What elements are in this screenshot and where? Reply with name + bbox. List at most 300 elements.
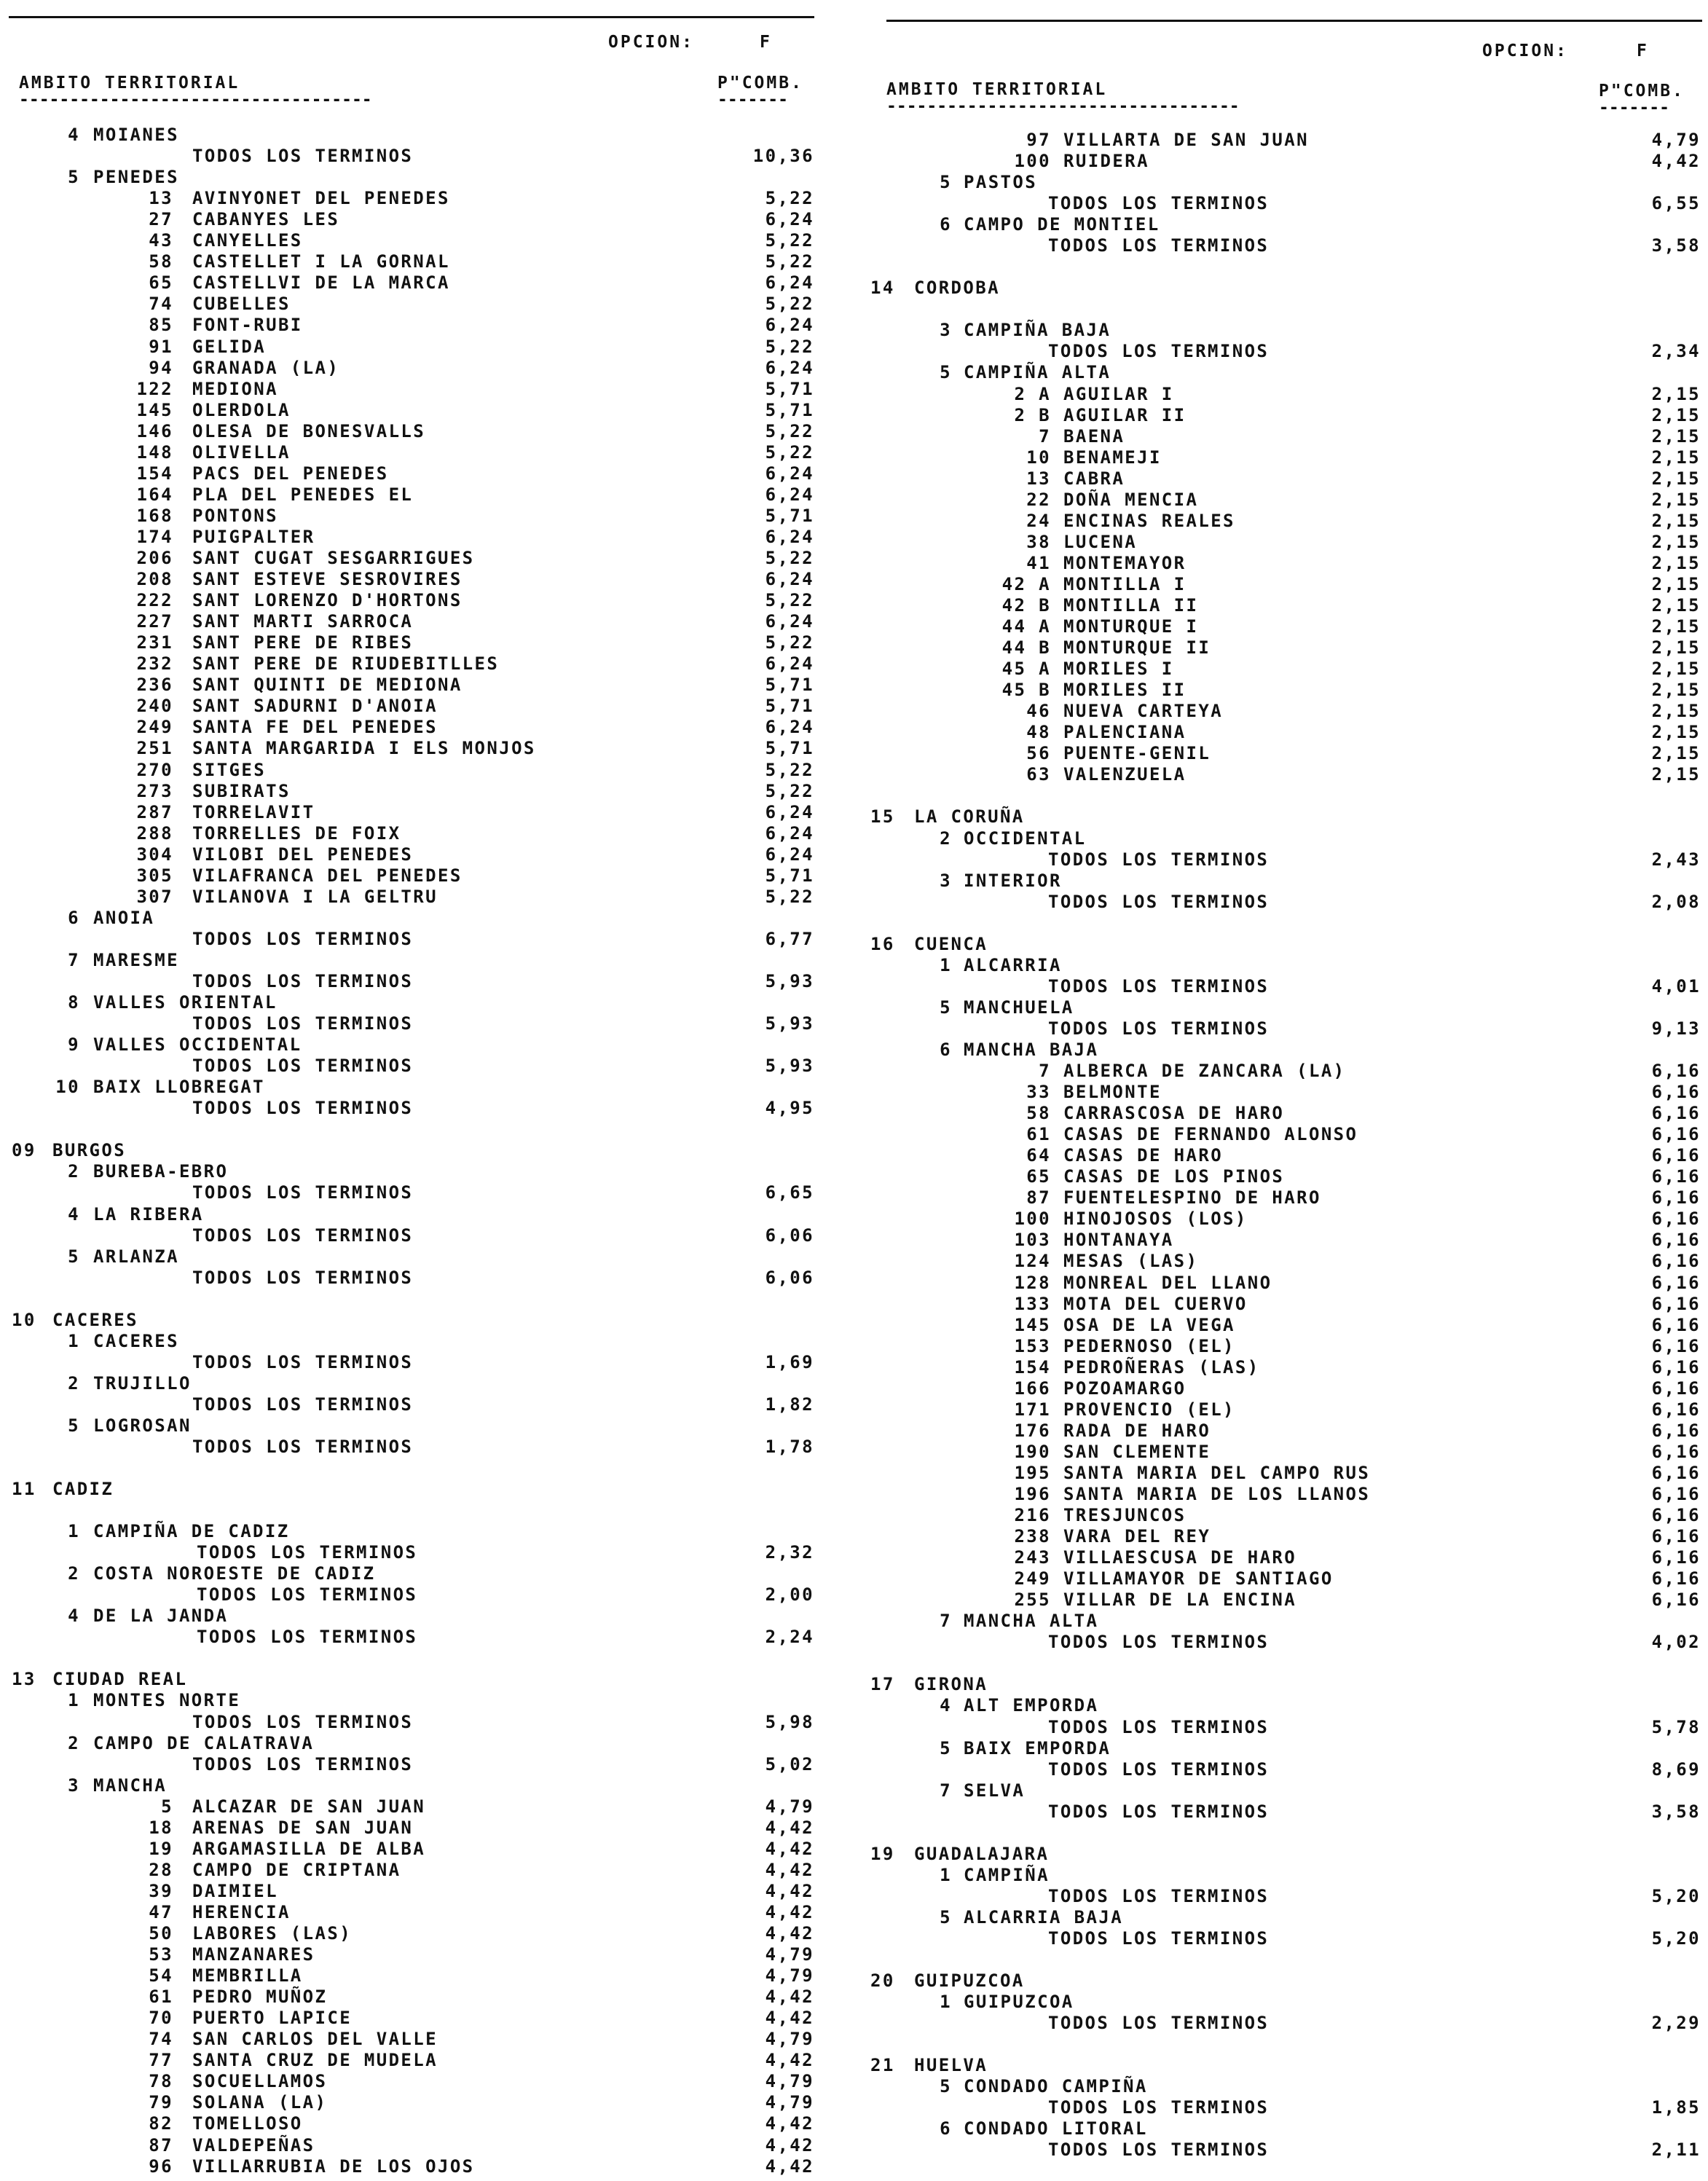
municipio-row	[0, 590, 823, 611]
pcomb-value: 6,16	[1651, 1251, 1701, 1272]
ambito-territorial-header: AMBITO TERRITORIAL	[886, 80, 1108, 99]
municipio-code: 145	[136, 399, 173, 420]
municipio-code: 196	[1014, 1484, 1051, 1504]
comarca-code: 5	[940, 1737, 952, 1758]
pcomb-value: 4,02	[1651, 1632, 1701, 1653]
municipio-code: 85	[149, 315, 173, 336]
municipio-name: HINOJOSOS (LOS)	[1063, 1209, 1248, 1230]
pcomb-value: 6,16	[1651, 1187, 1701, 1209]
todos-row	[0, 1056, 823, 1077]
comarca-row	[0, 1331, 823, 1352]
pcomb-value: 5,22	[765, 632, 814, 653]
municipio-name: AVINYONET DEL PENEDES	[192, 188, 450, 209]
pcomb-value: 4,42	[765, 2113, 814, 2134]
municipio-code: 56	[1026, 743, 1051, 764]
todos-label: TODOS LOS TERMINOS	[192, 1182, 414, 1203]
todos-label: TODOS LOS TERMINOS	[197, 1542, 418, 1563]
pcomb-value: 2,11	[1651, 2139, 1701, 2161]
comarca-row	[0, 908, 823, 929]
province-code: 19	[870, 1843, 895, 1864]
comarca-name: CAMPIÑA DE CADIZ	[93, 1521, 290, 1542]
todos-row	[870, 193, 1708, 214]
municipio-name: POZOAMARGO	[1063, 1378, 1186, 1399]
municipio-name: SAN CARLOS DEL VALLE	[192, 2029, 438, 2050]
municipio-row	[870, 616, 1708, 637]
province-row	[870, 1844, 1708, 1865]
municipio-name: CASTELLET I LA GORNAL	[192, 251, 450, 272]
pcomb-value: 5,02	[765, 1753, 814, 1775]
municipio-row	[0, 887, 823, 908]
pcomb-value: 6,24	[765, 315, 814, 336]
pcomb-value: 4,42	[765, 2156, 814, 2177]
municipio-row	[0, 2113, 823, 2134]
pcomb-value: 4,95	[765, 1098, 814, 1119]
municipio-name: AGUILAR I	[1063, 383, 1174, 404]
municipio-name: MONTURQUE I	[1063, 616, 1199, 637]
pcomb-value: 6,16	[1651, 1145, 1701, 1166]
municipio-name: RADA DE HARO	[1063, 1420, 1211, 1441]
municipio-name: MEDIONA	[192, 378, 278, 399]
comarca-name: CONDADO LITORAL	[964, 2118, 1148, 2139]
pcomb-value: 6,24	[765, 801, 814, 822]
municipio-code: 74	[149, 294, 173, 315]
pcomb-value: 6,24	[765, 272, 814, 294]
header-dashes: -----------------------------------	[19, 90, 372, 109]
municipio-name: CAMPO DE CRIPTANA	[192, 1859, 401, 1880]
comarca-row	[0, 1373, 823, 1394]
municipio-name: BAENA	[1063, 425, 1125, 447]
municipio-code: 79	[149, 2092, 173, 2113]
top-rule	[9, 16, 814, 18]
comarca-row	[870, 955, 1708, 976]
comarca-code: 1	[940, 954, 952, 975]
pcomb-value: 6,24	[765, 526, 814, 547]
comarca-name: CAMPO DE CALATRAVA	[93, 1732, 315, 1753]
municipio-code: 100	[1014, 151, 1051, 172]
todos-row	[0, 1013, 823, 1034]
pcomb-value: 1,78	[765, 1437, 814, 1457]
municipio-code: 166	[1014, 1378, 1051, 1399]
municipio-row	[870, 384, 1708, 405]
comarca-name: CAMPIÑA	[964, 1864, 1050, 1885]
pcomb-value: 6,24	[765, 653, 814, 675]
municipio-row	[870, 405, 1708, 426]
municipio-row	[0, 1839, 823, 1860]
pcomb-value: 2,24	[765, 1627, 814, 1648]
pcomb-value: 6,24	[765, 209, 814, 230]
municipio-row	[870, 468, 1708, 490]
municipio-code: 153	[1014, 1335, 1051, 1356]
todos-row	[0, 1712, 823, 1733]
municipio-row	[0, 2092, 823, 2113]
municipio-row	[0, 358, 823, 379]
municipio-name: VILLAR DE LA ENCINA	[1063, 1589, 1297, 1611]
todos-label: TODOS LOS TERMINOS	[1048, 975, 1270, 997]
municipio-row	[0, 1818, 823, 1839]
municipio-row	[0, 294, 823, 315]
municipio-name: SANT SADURNI D'ANOIA	[192, 696, 438, 717]
municipio-row	[0, 2050, 823, 2071]
municipio-code: 38	[1026, 531, 1051, 552]
comarca-row	[0, 1161, 823, 1182]
pcomb-value: 6,16	[1651, 1420, 1701, 1441]
municipio-name: OSA DE LA VEGA	[1063, 1314, 1235, 1335]
municipio-code: 128	[1014, 1272, 1051, 1293]
municipio-name: HERENCIA	[192, 1901, 291, 1922]
pcomb-value: 2,15	[1651, 425, 1701, 447]
pcomb-value: 2,15	[1651, 637, 1701, 659]
pcomb-value: 2,15	[1651, 595, 1701, 616]
todos-row	[870, 1632, 1708, 1653]
municipio-row	[0, 1965, 823, 1987]
municipio-name: PALENCIANA	[1063, 722, 1186, 743]
municipio-row	[0, 632, 823, 653]
municipio-row	[870, 1463, 1708, 1484]
comarca-code: 1	[68, 1330, 80, 1351]
pcomb-value: 5,93	[765, 971, 814, 991]
municipio-code: 27	[149, 209, 173, 230]
comarca-name: MOIANES	[93, 125, 179, 145]
todos-label: TODOS LOS TERMINOS	[192, 1267, 414, 1288]
municipio-code: 13	[149, 188, 173, 209]
pcomb-value: 4,79	[765, 1796, 814, 1817]
municipio-code: 58	[1026, 1103, 1051, 1124]
municipio-code: 64	[1026, 1145, 1051, 1166]
todos-row	[870, 892, 1708, 913]
pcomb-value: 5,71	[765, 378, 814, 399]
pcomb-value: 5,93	[765, 1056, 814, 1077]
municipio-code: 61	[149, 1987, 173, 2008]
municipio-row	[870, 490, 1708, 511]
municipio-code: 96	[149, 2156, 173, 2177]
municipio-code: 47	[149, 1901, 173, 1922]
top-rule	[886, 20, 1702, 22]
province-name: GUADALAJARA	[914, 1843, 1050, 1864]
pcomb-value: 6,16	[1651, 1272, 1701, 1293]
municipio-row	[0, 421, 823, 442]
comarca-code: 2	[68, 1563, 80, 1584]
todos-row	[0, 1352, 823, 1373]
municipio-row	[0, 463, 823, 484]
municipio-name: ALCAZAR DE SAN JUAN	[192, 1796, 426, 1817]
province-code: 14	[870, 278, 895, 299]
municipio-name: PLA DEL PENEDES EL	[192, 484, 414, 505]
pcomb-value: 6,16	[1651, 1293, 1701, 1314]
municipio-code: 43	[149, 230, 173, 251]
municipio-code: 2 A	[1014, 383, 1051, 404]
municipio-row	[870, 1082, 1708, 1103]
province-row	[0, 1669, 823, 1690]
pcomb-value: 6,16	[1651, 1547, 1701, 1568]
pcomb-value: 2,15	[1651, 701, 1701, 722]
comarca-code: 3	[68, 1775, 80, 1796]
pcomb-value: 4,42	[765, 2050, 814, 2071]
municipio-name: PUENTE-GENIL	[1063, 743, 1211, 764]
municipio-row	[0, 569, 823, 590]
todos-label: TODOS LOS TERMINOS	[1048, 2097, 1270, 2118]
municipio-row	[870, 595, 1708, 616]
municipio-name: SANT QUINTI DE MEDIONA	[192, 675, 463, 696]
municipio-row	[0, 2029, 823, 2050]
todos-label: TODOS LOS TERMINOS	[192, 1351, 414, 1372]
comarca-name: INTERIOR	[964, 870, 1062, 891]
todos-label: TODOS LOS TERMINOS	[1048, 1018, 1270, 1039]
todos-label: TODOS LOS TERMINOS	[192, 1056, 414, 1077]
municipio-row	[870, 680, 1708, 701]
municipio-row	[0, 484, 823, 506]
pcomb-value: 5,71	[765, 738, 814, 759]
municipio-code: 82	[149, 2113, 173, 2134]
municipio-code: 240	[136, 696, 173, 717]
pcomb-value: 6,16	[1651, 1166, 1701, 1187]
municipio-code: 87	[1026, 1187, 1051, 1209]
pcomb-value: 5,22	[765, 188, 814, 209]
municipio-name: OLERDOLA	[192, 399, 291, 420]
comarca-name: PASTOS	[964, 172, 1038, 193]
pcomb-value: 6,16	[1651, 1378, 1701, 1399]
todos-row	[870, 1717, 1708, 1738]
municipio-name: CUBELLES	[192, 294, 291, 315]
municipio-code: 122	[136, 378, 173, 399]
municipio-name: SANT MARTI SARROCA	[192, 611, 414, 632]
todos-label: TODOS LOS TERMINOS	[1048, 891, 1270, 912]
pcomb-value: 6,16	[1651, 1356, 1701, 1378]
municipio-row	[870, 1526, 1708, 1547]
municipio-name: ALBERCA DE ZANCARA (LA)	[1063, 1061, 1346, 1081]
comarca-code: 1	[68, 1690, 80, 1711]
municipio-code: 251	[136, 738, 173, 759]
municipio-code: 168	[136, 505, 173, 526]
pcomb-value: 5,78	[1651, 1716, 1701, 1737]
todos-label: TODOS LOS TERMINOS	[1048, 1885, 1270, 1906]
municipio-row	[870, 1251, 1708, 1272]
pcomb-value: 6,16	[1651, 1505, 1701, 1526]
municipio-name: TORRELLES DE FOIX	[192, 822, 401, 844]
province-row	[0, 1140, 823, 1161]
municipio-row	[0, 1923, 823, 1944]
pcomb-value: 6,16	[1651, 1061, 1701, 1081]
municipio-row	[870, 1315, 1708, 1336]
todos-row	[870, 2013, 1708, 2034]
municipio-code: 255	[1014, 1589, 1051, 1611]
comarca-code: 1	[940, 1992, 952, 2013]
todos-label: TODOS LOS TERMINOS	[1048, 1927, 1270, 1949]
pcomb-value: 5,22	[765, 886, 814, 907]
municipio-row	[870, 1442, 1708, 1463]
municipio-row	[870, 532, 1708, 553]
province-name: CACERES	[52, 1309, 138, 1330]
comarca-code: 2	[68, 1161, 80, 1182]
municipio-name: SANTA MARIA DE LOS LLANOS	[1063, 1484, 1371, 1504]
municipio-row	[0, 230, 823, 251]
comarca-name: CACERES	[93, 1330, 179, 1351]
municipio-row	[870, 1103, 1708, 1124]
comarca-code: 8	[68, 992, 80, 1013]
municipio-name: HONTANAYA	[1063, 1230, 1174, 1251]
todos-label: TODOS LOS TERMINOS	[1048, 1632, 1270, 1653]
municipio-row	[0, 738, 823, 759]
pcomb-value: 5,71	[765, 399, 814, 420]
pcomb-value: 5,71	[765, 675, 814, 696]
municipio-row	[0, 272, 823, 294]
comarca-code: 5	[940, 362, 952, 383]
municipio-name: SANTA CRUZ DE MUDELA	[192, 2050, 438, 2071]
province-row	[870, 278, 1708, 299]
pcomb-value: 5,22	[765, 251, 814, 272]
municipio-code: 46	[1026, 701, 1051, 722]
municipio-code: 94	[149, 357, 173, 378]
comarca-code: 6	[940, 2118, 952, 2139]
municipio-code: 190	[1014, 1441, 1051, 1462]
municipio-row	[870, 1166, 1708, 1187]
municipio-row	[0, 1902, 823, 1923]
pcomb-value: 6,16	[1651, 1589, 1701, 1611]
municipio-row	[0, 611, 823, 632]
pcomb-value: 6,24	[765, 611, 814, 632]
comarca-name: BAIX LLOBREGAT	[93, 1077, 265, 1098]
municipio-code: 74	[149, 2029, 173, 2050]
municipio-row	[870, 1209, 1708, 1230]
province-code: 17	[870, 1674, 895, 1695]
pcomb-value: 6,16	[1651, 1103, 1701, 1124]
todos-row	[870, 2139, 1708, 2161]
pcomb-value: 2,15	[1651, 680, 1701, 701]
municipio-row	[0, 1987, 823, 2008]
municipio-code: 44 A	[1001, 616, 1051, 637]
pcomb-value: 5,22	[765, 336, 814, 357]
municipio-name: GELIDA	[192, 336, 267, 357]
municipio-name: LABORES (LAS)	[192, 1923, 353, 1944]
todos-row	[0, 1754, 823, 1775]
municipio-name: VILLAMAYOR DE SANTIAGO	[1063, 1568, 1334, 1589]
municipio-code: 305	[136, 865, 173, 886]
municipio-code: 124	[1014, 1251, 1051, 1272]
comarca-row	[0, 1204, 823, 1225]
municipio-code: 222	[136, 590, 173, 611]
municipio-code: 19	[149, 1838, 173, 1859]
pcomb-value: 6,16	[1651, 1209, 1701, 1230]
comarca-name: OCCIDENTAL	[964, 828, 1087, 849]
municipio-name: CASTELLVI DE LA MARCA	[192, 272, 450, 294]
opcion-value: F	[760, 33, 772, 52]
municipio-row	[870, 1505, 1708, 1526]
todos-label: TODOS LOS TERMINOS	[1048, 341, 1270, 362]
pcomb-value: 2,08	[1651, 891, 1701, 912]
municipio-code: 39	[149, 1880, 173, 1901]
comarca-name: MANCHA ALTA	[964, 1611, 1099, 1632]
todos-row	[0, 1225, 823, 1246]
municipio-code: 61	[1026, 1124, 1051, 1145]
municipio-name: VALDEPEÑAS	[192, 2134, 315, 2156]
pcomb-value: 4,42	[765, 1817, 814, 1838]
municipio-name: SITGES	[192, 759, 267, 780]
municipio-name: SANT CUGAT SESGARRIGUES	[192, 548, 475, 568]
municipio-row	[870, 1378, 1708, 1399]
comarca-name: MANCHA	[93, 1775, 168, 1796]
municipio-name: SANT ESTEVE SESROVIRES	[192, 569, 463, 590]
municipio-name: PEDERNOSO (EL)	[1063, 1335, 1235, 1356]
municipio-name: NUEVA CARTEYA	[1063, 701, 1224, 722]
municipio-code: 53	[149, 1944, 173, 1965]
todos-label: TODOS LOS TERMINOS	[1048, 2139, 1270, 2161]
header-dashes: -----------------------------------	[886, 97, 1240, 116]
pcomb-value: 1,82	[765, 1394, 814, 1415]
todos-row	[870, 1928, 1708, 1949]
municipio-name: MORILES I	[1063, 659, 1174, 680]
pcomb-value: 6,24	[765, 357, 814, 378]
municipio-code: 307	[136, 886, 173, 907]
province-name: CADIZ	[52, 1479, 114, 1500]
municipio-row	[870, 447, 1708, 468]
province-row	[870, 934, 1708, 955]
pcomb-value: 6,24	[765, 484, 814, 505]
municipio-name: PEDROÑERAS (LAS)	[1063, 1356, 1260, 1378]
municipio-code: 174	[136, 526, 173, 547]
todos-row	[870, 1801, 1708, 1823]
municipio-row	[870, 722, 1708, 743]
comarca-code: 5	[940, 1906, 952, 1927]
municipio-code: 44 B	[1001, 637, 1051, 659]
pcomb-value: 6,24	[765, 569, 814, 590]
pcomb-value: 6,16	[1651, 1230, 1701, 1251]
comarca-name: VALLES OCCIDENTAL	[93, 1034, 302, 1056]
municipio-name: ENCINAS REALES	[1063, 510, 1235, 531]
comarca-name: MONTES NORTE	[93, 1690, 241, 1711]
comarca-code: 5	[68, 1415, 80, 1436]
comarca-code: 5	[68, 167, 80, 188]
municipio-row	[870, 1124, 1708, 1145]
municipio-row	[870, 426, 1708, 447]
pcomb-value: 5,22	[765, 759, 814, 780]
pcomb-value: 5,22	[765, 548, 814, 568]
comarca-code: 5	[940, 172, 952, 193]
municipio-row	[0, 760, 823, 781]
comarca-code: 7	[940, 1780, 952, 1801]
municipio-row	[870, 743, 1708, 764]
todos-label: TODOS LOS TERMINOS	[1048, 1758, 1270, 1780]
municipio-row	[870, 1357, 1708, 1378]
todos-label: TODOS LOS TERMINOS	[197, 1584, 418, 1606]
comarca-row	[870, 320, 1708, 341]
pcomb-value: 2,15	[1651, 722, 1701, 743]
pcomb-value: 2,15	[1651, 743, 1701, 764]
todos-label: TODOS LOS TERMINOS	[1048, 235, 1270, 256]
municipio-code: 2 B	[1014, 404, 1051, 425]
comarca-code: 6	[68, 907, 80, 928]
opcion-label: OPCION:	[608, 33, 694, 52]
comarca-code: 6	[940, 214, 952, 235]
comarca-name: MARESME	[93, 949, 179, 970]
municipio-code: 133	[1014, 1293, 1051, 1314]
municipio-name: MOTA DEL CUERVO	[1063, 1293, 1248, 1314]
todos-label: TODOS LOS TERMINOS	[192, 1753, 414, 1775]
pcomb-value: 2,00	[765, 1584, 814, 1606]
comarca-code: 7	[68, 949, 80, 970]
comarca-code: 1	[68, 1521, 80, 1542]
municipio-row	[0, 2071, 823, 2092]
municipio-row	[870, 1547, 1708, 1568]
todos-label: TODOS LOS TERMINOS	[192, 1394, 414, 1415]
municipio-row	[870, 151, 1708, 172]
municipio-row	[870, 1273, 1708, 1294]
municipio-code: 171	[1014, 1399, 1051, 1420]
municipio-name: PUERTO LAPICE	[192, 2008, 353, 2029]
todos-row	[870, 2097, 1708, 2118]
municipio-code: 227	[136, 611, 173, 632]
pcomb-value: 2,15	[1651, 468, 1701, 489]
pcomb-value: 6,65	[765, 1182, 814, 1203]
pcomb-value: 5,93	[765, 1013, 814, 1034]
